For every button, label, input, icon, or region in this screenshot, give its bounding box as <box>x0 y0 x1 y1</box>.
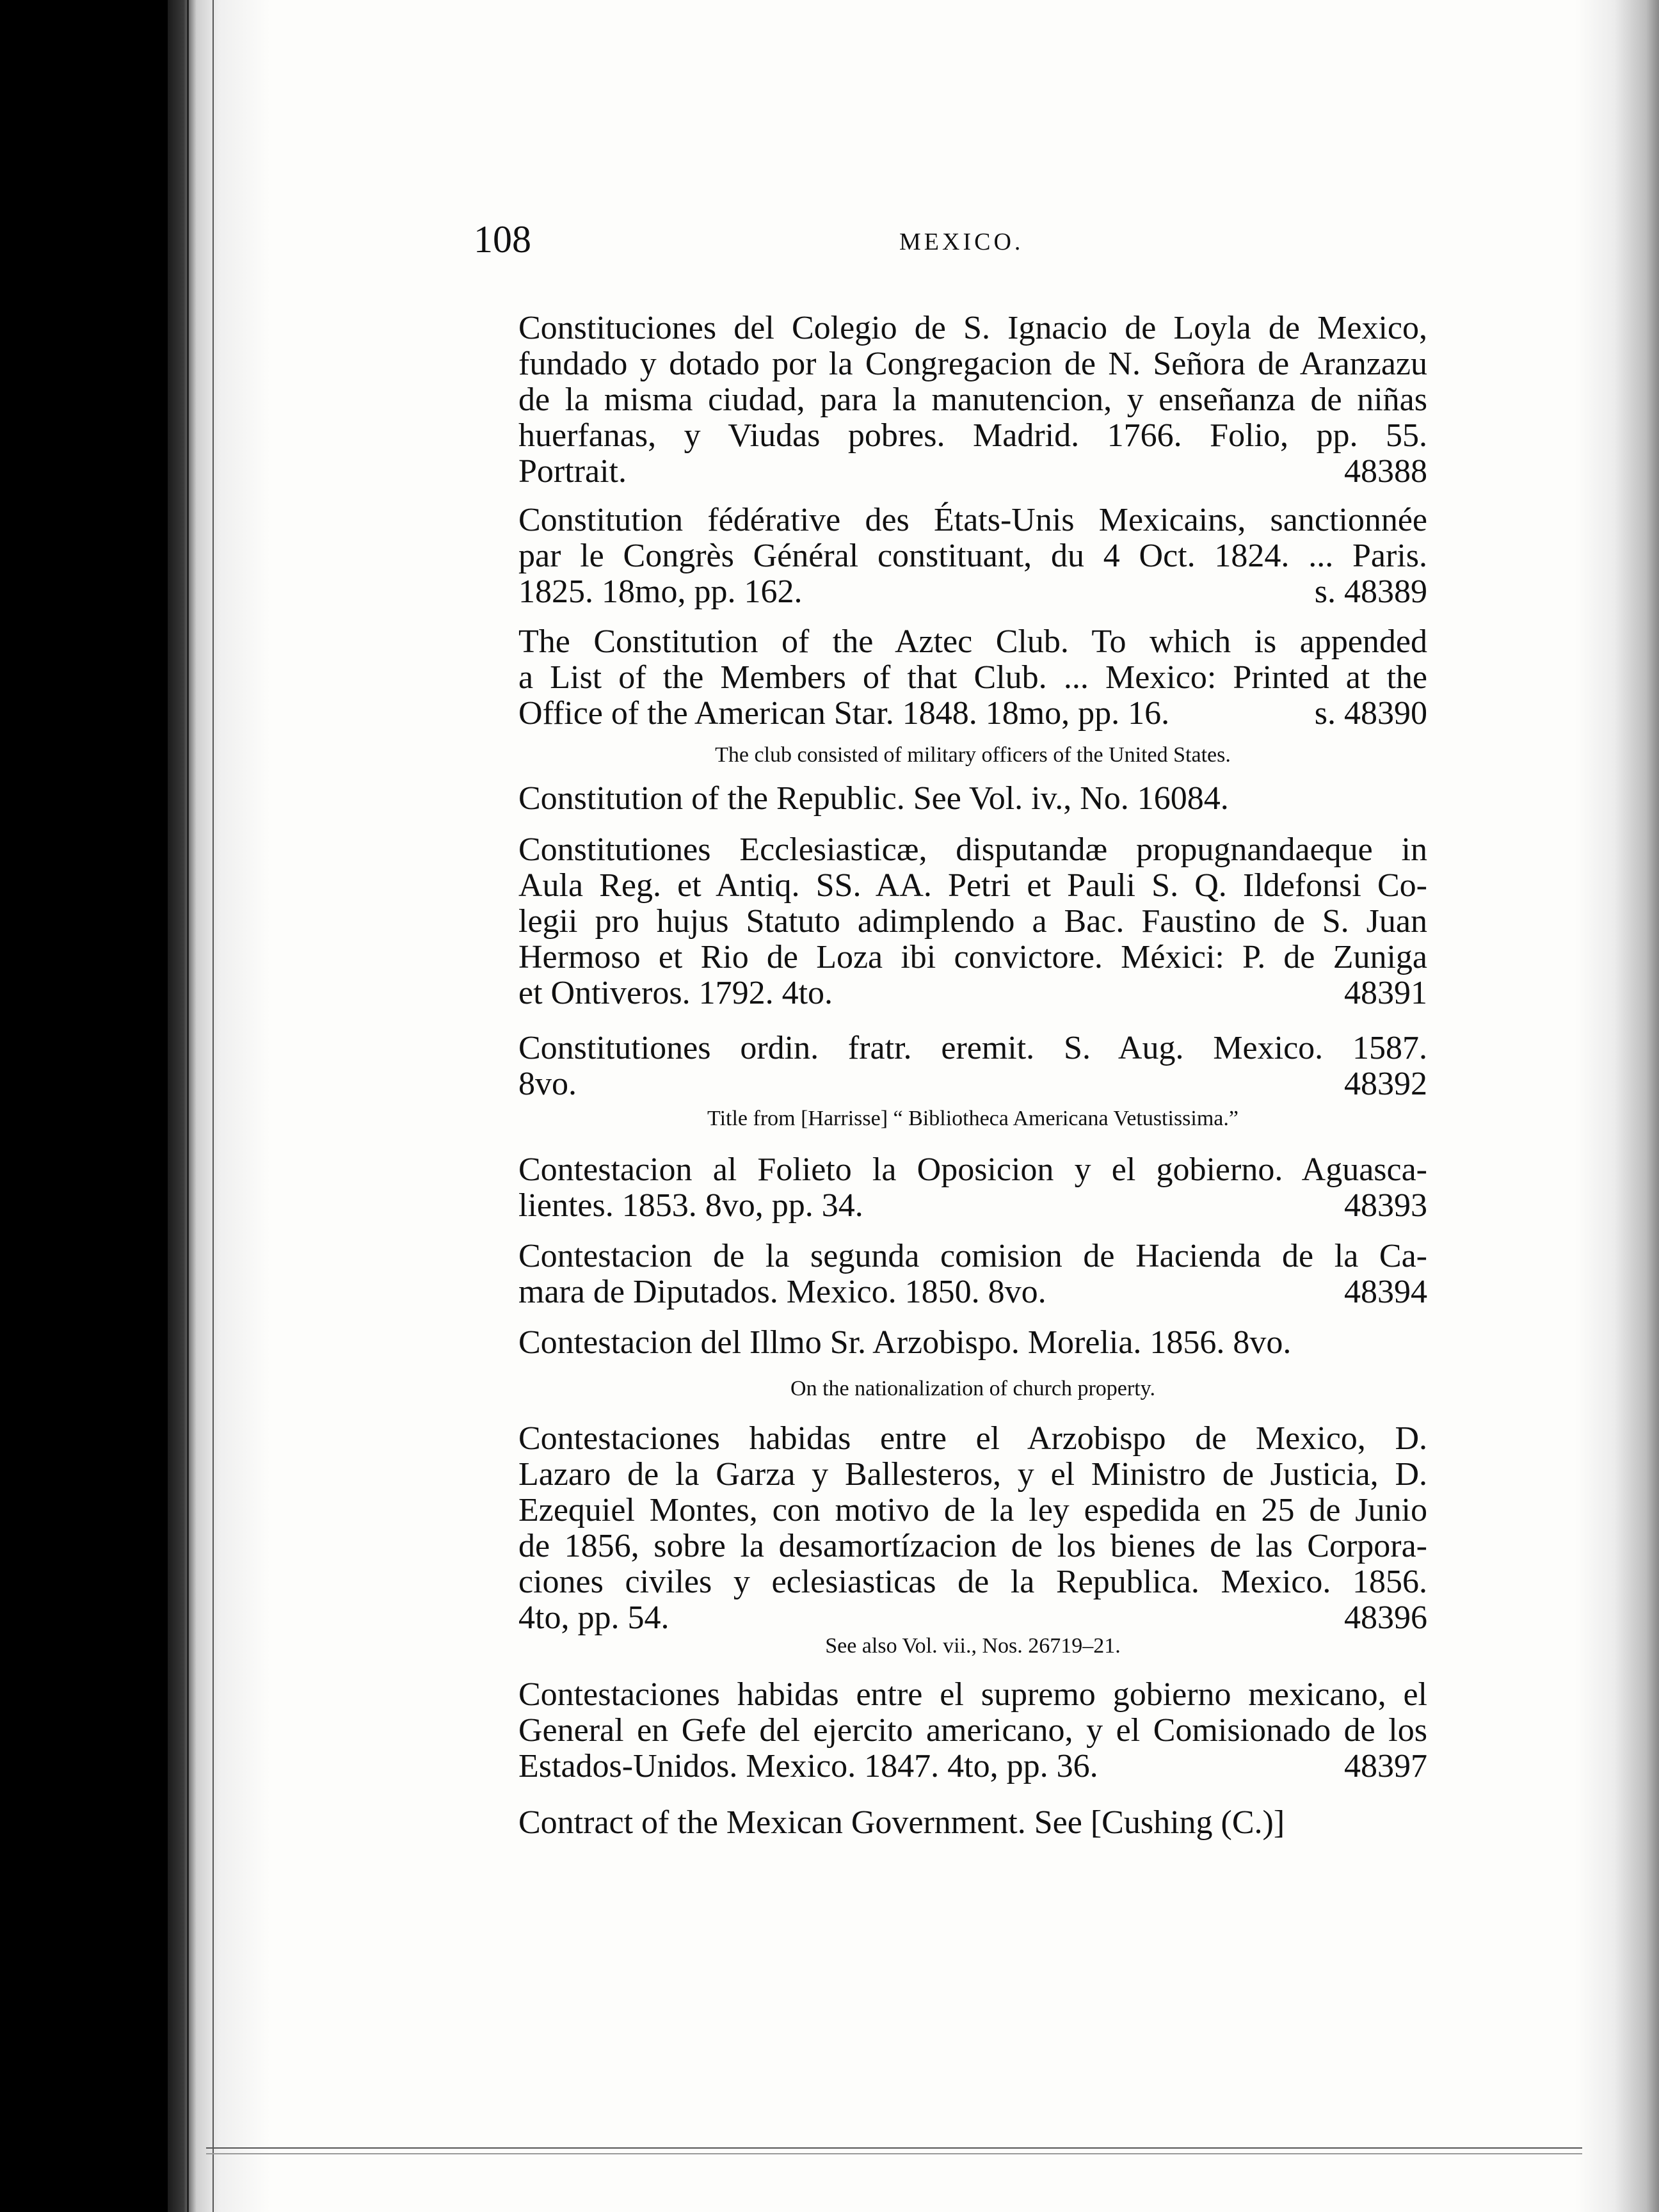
entry-line: Constitutiones Ecclesiasticæ, disputandæ propugnandaeque in <box>518 831 1427 868</box>
page-gutter <box>168 0 270 2212</box>
entry-number: 48396 <box>1344 1599 1427 1636</box>
entry-line: Constitutiones ordin. fratr. eremit. S. Aug. Mexico. 1587. <box>518 1030 1427 1066</box>
entry-line: 4to, pp. 54. <box>518 1599 669 1636</box>
catalog-entry <box>518 310 1427 490</box>
entry-line: Contestacion al Folieto la Oposicion y el gobierno. Aguasca- <box>518 1151 1427 1188</box>
gutter-line <box>187 0 189 2212</box>
entry-number: 48388 <box>1344 453 1427 490</box>
entry-line: Contract of the Mexican Government. See [Cushing (C.)] <box>518 1804 1285 1841</box>
entry-number: 48392 <box>1344 1066 1427 1102</box>
catalog-entry <box>518 1805 1427 1841</box>
entry-line: Contestacion de la segunda comision de Hacienda de la Ca- <box>518 1238 1427 1274</box>
entry-line: de 1856, sobre la desamortízacion de los bienes de las Corpora- <box>518 1528 1427 1564</box>
catalog-entry <box>518 832 1427 1011</box>
entry-note: See also Vol. vii., Nos. 26719–21. <box>825 1634 1121 1658</box>
entry-line: Estados-Unidos. Mexico. 1847. 4to, pp. 36. <box>518 1748 1098 1784</box>
entry-line: 8vo. <box>518 1066 577 1102</box>
bottom-rule <box>206 2147 1582 2154</box>
entry-line: Portrait. <box>518 453 627 490</box>
entry-note: On the nationalization of church property. <box>790 1377 1155 1400</box>
running-title: MEXICO. <box>899 228 1024 255</box>
entry-line: mara de Diputados. Mexico. 1850. 8vo. <box>518 1274 1046 1310</box>
page-number: 108 <box>474 218 531 260</box>
entry-line: Ezequiel Montes, con motivo de la ley espedida en 25 de Junio <box>518 1492 1427 1528</box>
catalog-entry <box>518 1030 1427 1102</box>
entry-line: a List of the Members of that Club. ... Mexico: Printed at the <box>518 659 1427 696</box>
entry-line: fundado y dotado por la Congregacion de N. Señora de Aranzazu <box>518 346 1427 382</box>
entry-line: de la misma ciudad, para la manutencion, y enseñanza de niñas <box>518 381 1427 418</box>
catalog-entry <box>518 1677 1427 1784</box>
entry-line: Constituciones del Colegio de S. Ignacio de Loyla de Mexico, <box>518 310 1427 346</box>
running-head <box>474 218 1427 262</box>
entry-line: Constitution of the Republic. See Vol. iv., No. 16084. <box>518 780 1229 817</box>
catalog-entry <box>518 1325 1427 1361</box>
catalog-entry <box>518 781 1427 817</box>
entry-number: 48393 <box>1344 1187 1427 1224</box>
entry-line: Hermoso et Rio de Loza ibi convictore. Méxici: P. de Zuniga <box>518 939 1427 975</box>
entry-line: lientes. 1853. 8vo, pp. 34. <box>518 1187 863 1224</box>
page-edge <box>1576 0 1659 2212</box>
entry-number: 48391 <box>1344 975 1427 1011</box>
entry-line: General en Gefe del ejercito americano, y el Comisionado de los <box>518 1712 1427 1749</box>
entry-line: The Constitution of the Aztec Club. To which is appended <box>518 623 1427 660</box>
entry-line: et Ontiveros. 1792. 4to. <box>518 975 833 1011</box>
entry-line: Contestaciones habidas entre el Arzobispo de Mexico, D. <box>518 1420 1427 1457</box>
entry-note: The club consisted of military officers of the United States. <box>715 743 1231 767</box>
entry-line: legii pro hujus Statuto adimplendo a Bac. Faustino de S. Juan <box>518 903 1427 940</box>
catalog-entry <box>518 624 1427 732</box>
entry-number: s. 48389 <box>1314 573 1427 610</box>
entry-number: 48397 <box>1344 1748 1427 1784</box>
catalog-entry <box>518 1238 1427 1310</box>
catalog-entry <box>518 1152 1427 1224</box>
catalog-entry <box>518 1421 1427 1636</box>
entry-line: Aula Reg. et Antiq. SS. AA. Petri et Pauli S. Q. Ildefonsi Co- <box>518 867 1427 904</box>
entry-number: 48394 <box>1344 1274 1427 1310</box>
entry-number: s. 48390 <box>1314 695 1427 732</box>
entry-line: ciones civiles y eclesiasticas de la Republica. Mexico. 1856. <box>518 1564 1427 1600</box>
entry-line: Lazaro de la Garza y Ballesteros, y el Ministro de Justicia, D. <box>518 1456 1427 1493</box>
entry-line: Contestaciones habidas entre el supremo gobierno mexicano, el <box>518 1676 1427 1713</box>
entry-line: par le Congrès Général constituant, du 4 Oct. 1824. ... Paris. <box>518 538 1427 574</box>
catalog-entry <box>518 502 1427 610</box>
entry-line: Contestacion del Illmo Sr. Arzobispo. Morelia. 1856. 8vo. <box>518 1324 1292 1361</box>
entry-line: 1825. 18mo, pp. 162. <box>518 573 803 610</box>
entry-line: Constitution fédérative des États-Unis Mexicains, sanctionnée <box>518 502 1427 538</box>
entry-note: Title from [Harrisse] “ Bibliotheca Americana Vetustissima.” <box>707 1107 1238 1130</box>
entry-line: huerfanas, y Viudas pobres. Madrid. 1766. Folio, pp. 55. <box>518 417 1427 454</box>
gutter-line <box>212 0 214 2212</box>
entry-line: Office of the American Star. 1848. 18mo, pp. 16. <box>518 695 1170 732</box>
